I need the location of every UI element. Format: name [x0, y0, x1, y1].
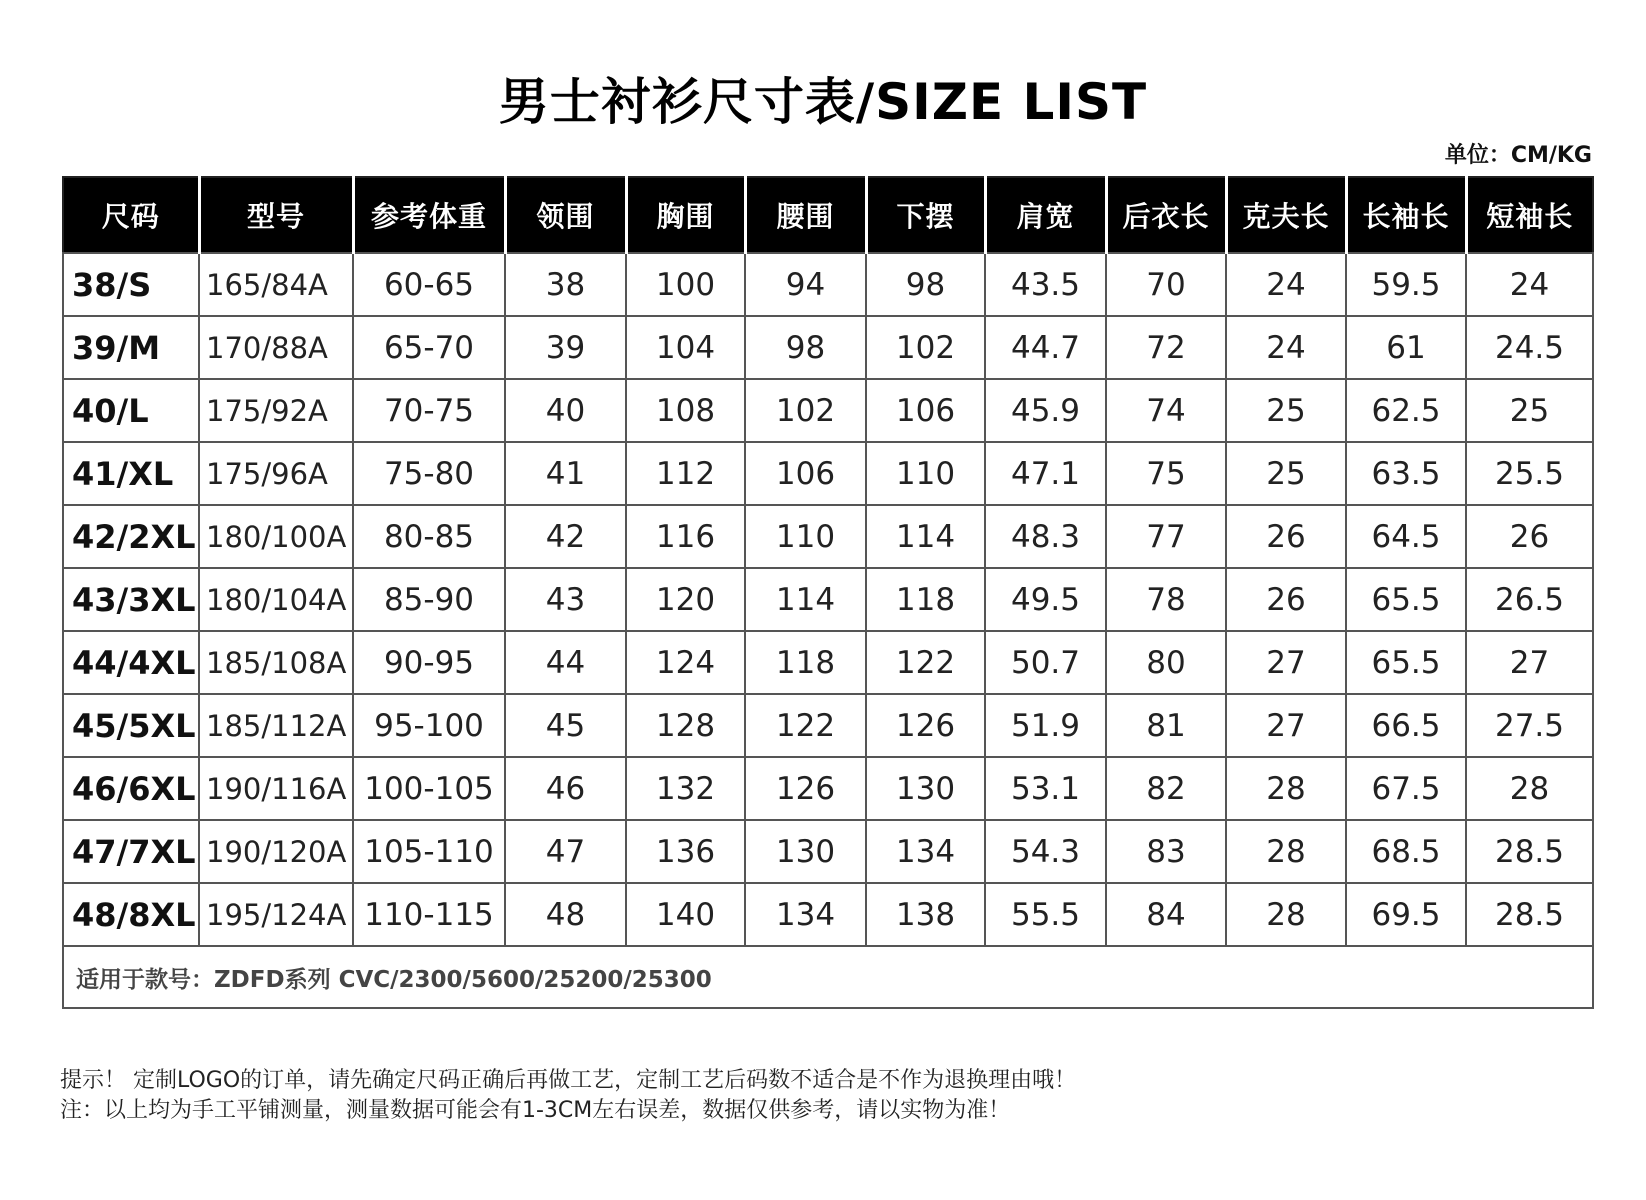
model-cell: 185/108A — [199, 631, 353, 694]
measurement-cell: 140 — [626, 883, 745, 946]
measurement-cell: 112 — [626, 442, 745, 505]
measurement-cell: 53.1 — [985, 757, 1106, 820]
model-cell: 195/124A — [199, 883, 353, 946]
measurement-cell: 70-75 — [353, 379, 505, 442]
measurement-cell: 24 — [1466, 253, 1593, 316]
measurement-cell: 74 — [1106, 379, 1226, 442]
size-table — [62, 176, 1594, 1009]
column-header: 参考体重 — [353, 177, 505, 253]
size-code-cell: 44/4XL — [63, 631, 199, 694]
measurement-cell: 24 — [1226, 316, 1346, 379]
column-header: 领围 — [505, 177, 626, 253]
model-cell: 165/84A — [199, 253, 353, 316]
measurement-cell: 106 — [866, 379, 985, 442]
measurement-cell: 28 — [1226, 820, 1346, 883]
measurement-cell: 59.5 — [1346, 253, 1466, 316]
column-header: 后衣长 — [1106, 177, 1226, 253]
tip-line-measurement-note: 注：以上均为手工平铺测量，测量数据可能会有1-3CM左右误差，数据仅供参考，请以实物为准！ — [60, 1098, 1011, 1123]
measurement-cell: 26 — [1466, 505, 1593, 568]
measurement-cell: 75 — [1106, 442, 1226, 505]
measurement-cell: 27.5 — [1466, 694, 1593, 757]
measurement-cell: 80 — [1106, 631, 1226, 694]
size-code-cell: 38/S — [63, 253, 199, 316]
measurement-cell: 75-80 — [353, 442, 505, 505]
measurement-cell: 63.5 — [1346, 442, 1466, 505]
model-cell: 190/120A — [199, 820, 353, 883]
footnote-row — [63, 946, 1593, 1008]
measurement-cell: 110 — [745, 505, 866, 568]
size-code-cell: 45/5XL — [63, 694, 199, 757]
table-row — [63, 883, 1593, 946]
measurement-cell: 90-95 — [353, 631, 505, 694]
measurement-cell: 118 — [866, 568, 985, 631]
model-cell: 175/96A — [199, 442, 353, 505]
measurement-cell: 41 — [505, 442, 626, 505]
measurement-cell: 80-85 — [353, 505, 505, 568]
measurement-cell: 105-110 — [353, 820, 505, 883]
measurement-cell: 122 — [866, 631, 985, 694]
measurement-cell: 49.5 — [985, 568, 1106, 631]
size-code-cell: 46/6XL — [63, 757, 199, 820]
header-row — [63, 177, 1593, 253]
unit-label: 单位：CM/KG — [1444, 143, 1592, 168]
table-row — [63, 820, 1593, 883]
table-row — [63, 631, 1593, 694]
measurement-cell: 110-115 — [353, 883, 505, 946]
measurement-cell: 130 — [745, 820, 866, 883]
measurement-cell: 72 — [1106, 316, 1226, 379]
measurement-cell: 38 — [505, 253, 626, 316]
measurement-cell: 28 — [1226, 757, 1346, 820]
measurement-cell: 50.7 — [985, 631, 1106, 694]
measurement-cell: 26 — [1226, 505, 1346, 568]
measurement-cell: 42 — [505, 505, 626, 568]
measurement-cell: 78 — [1106, 568, 1226, 631]
measurement-cell: 28 — [1226, 883, 1346, 946]
size-code-cell: 39/M — [63, 316, 199, 379]
column-header: 克夫长 — [1226, 177, 1346, 253]
measurement-cell: 95-100 — [353, 694, 505, 757]
measurement-cell: 62.5 — [1346, 379, 1466, 442]
measurement-cell: 98 — [866, 253, 985, 316]
measurement-cell: 70 — [1106, 253, 1226, 316]
measurement-cell: 55.5 — [985, 883, 1106, 946]
measurement-cell: 25 — [1226, 442, 1346, 505]
size-code-cell: 47/7XL — [63, 820, 199, 883]
size-code-cell: 40/L — [63, 379, 199, 442]
column-header: 型号 — [199, 177, 353, 253]
table-footer — [63, 946, 1593, 1008]
measurement-cell: 45 — [505, 694, 626, 757]
page-title: 男士衬衫尺寸表/SIZE LIST — [498, 73, 1148, 131]
table-row — [63, 316, 1593, 379]
measurement-cell: 28 — [1466, 757, 1593, 820]
measurement-cell: 124 — [626, 631, 745, 694]
table-row — [63, 694, 1593, 757]
measurement-cell: 39 — [505, 316, 626, 379]
measurement-cell: 45.9 — [985, 379, 1106, 442]
measurement-cell: 108 — [626, 379, 745, 442]
table-header — [63, 177, 1593, 253]
measurement-cell: 85-90 — [353, 568, 505, 631]
size-code-cell: 43/3XL — [63, 568, 199, 631]
model-cell: 185/112A — [199, 694, 353, 757]
measurement-cell: 68.5 — [1346, 820, 1466, 883]
table-row — [63, 505, 1593, 568]
tips-block — [60, 1066, 1076, 1126]
column-header: 尺码 — [63, 177, 199, 253]
measurement-cell: 98 — [745, 316, 866, 379]
measurement-cell: 47.1 — [985, 442, 1106, 505]
measurement-cell: 81 — [1106, 694, 1226, 757]
measurement-cell: 48 — [505, 883, 626, 946]
measurement-cell: 26 — [1226, 568, 1346, 631]
model-cell: 180/100A — [199, 505, 353, 568]
measurement-cell: 28.5 — [1466, 883, 1593, 946]
table-row — [63, 568, 1593, 631]
measurement-cell: 102 — [745, 379, 866, 442]
column-header: 短袖长 — [1466, 177, 1593, 253]
measurement-cell: 134 — [866, 820, 985, 883]
model-cell: 170/88A — [199, 316, 353, 379]
measurement-cell: 138 — [866, 883, 985, 946]
measurement-cell: 25 — [1466, 379, 1593, 442]
measurement-cell: 116 — [626, 505, 745, 568]
measurement-cell: 65.5 — [1346, 631, 1466, 694]
table-row — [63, 442, 1593, 505]
measurement-cell: 136 — [626, 820, 745, 883]
model-cell: 190/116A — [199, 757, 353, 820]
measurement-cell: 65.5 — [1346, 568, 1466, 631]
measurement-cell: 27 — [1466, 631, 1593, 694]
measurement-cell: 46 — [505, 757, 626, 820]
measurement-cell: 27 — [1226, 694, 1346, 757]
size-code-cell: 42/2XL — [63, 505, 199, 568]
measurement-cell: 48.3 — [985, 505, 1106, 568]
column-header: 腰围 — [745, 177, 866, 253]
measurement-cell: 83 — [1106, 820, 1226, 883]
table-row — [63, 253, 1593, 316]
tip-line-custom-logo: 提示！ 定制LOGO的订单，请先确定尺码正确后再做工艺，定制工艺后码数不适合是不作为退换理由哦！ — [60, 1068, 1077, 1093]
measurement-cell: 47 — [505, 820, 626, 883]
measurement-cell: 130 — [866, 757, 985, 820]
measurement-cell: 69.5 — [1346, 883, 1466, 946]
measurement-cell: 25.5 — [1466, 442, 1593, 505]
applicable-models-note: 适用于款号：ZDFD系列 CVC/2300/5600/25200/25300 — [63, 946, 1593, 1008]
measurement-cell: 66.5 — [1346, 694, 1466, 757]
measurement-cell: 126 — [866, 694, 985, 757]
measurement-cell: 132 — [626, 757, 745, 820]
measurement-cell: 100-105 — [353, 757, 505, 820]
measurement-cell: 27 — [1226, 631, 1346, 694]
column-header: 肩宽 — [985, 177, 1106, 253]
measurement-cell: 25 — [1226, 379, 1346, 442]
measurement-cell: 54.3 — [985, 820, 1106, 883]
measurement-cell: 60-65 — [353, 253, 505, 316]
measurement-cell: 61 — [1346, 316, 1466, 379]
column-header: 下摆 — [866, 177, 985, 253]
measurement-cell: 110 — [866, 442, 985, 505]
measurement-cell: 44 — [505, 631, 626, 694]
measurement-cell: 94 — [745, 253, 866, 316]
size-code-cell: 48/8XL — [63, 883, 199, 946]
column-header: 长袖长 — [1346, 177, 1466, 253]
measurement-cell: 106 — [745, 442, 866, 505]
column-header: 胸围 — [626, 177, 745, 253]
measurement-cell: 84 — [1106, 883, 1226, 946]
measurement-cell: 82 — [1106, 757, 1226, 820]
measurement-cell: 104 — [626, 316, 745, 379]
measurement-cell: 43.5 — [985, 253, 1106, 316]
measurement-cell: 118 — [745, 631, 866, 694]
measurement-cell: 28.5 — [1466, 820, 1593, 883]
measurement-cell: 40 — [505, 379, 626, 442]
measurement-cell: 114 — [745, 568, 866, 631]
table-body — [63, 253, 1593, 946]
table-row — [63, 379, 1593, 442]
measurement-cell: 64.5 — [1346, 505, 1466, 568]
measurement-cell: 102 — [866, 316, 985, 379]
measurement-cell: 26.5 — [1466, 568, 1593, 631]
measurement-cell: 77 — [1106, 505, 1226, 568]
measurement-cell: 24 — [1226, 253, 1346, 316]
table-row — [63, 757, 1593, 820]
measurement-cell: 24.5 — [1466, 316, 1593, 379]
measurement-cell: 122 — [745, 694, 866, 757]
measurement-cell: 65-70 — [353, 316, 505, 379]
measurement-cell: 67.5 — [1346, 757, 1466, 820]
measurement-cell: 134 — [745, 883, 866, 946]
model-cell: 180/104A — [199, 568, 353, 631]
measurement-cell: 43 — [505, 568, 626, 631]
measurement-cell: 120 — [626, 568, 745, 631]
size-code-cell: 41/XL — [63, 442, 199, 505]
measurement-cell: 51.9 — [985, 694, 1106, 757]
measurement-cell: 114 — [866, 505, 985, 568]
measurement-cell: 44.7 — [985, 316, 1106, 379]
model-cell: 175/92A — [199, 379, 353, 442]
measurement-cell: 126 — [745, 757, 866, 820]
measurement-cell: 100 — [626, 253, 745, 316]
measurement-cell: 128 — [626, 694, 745, 757]
